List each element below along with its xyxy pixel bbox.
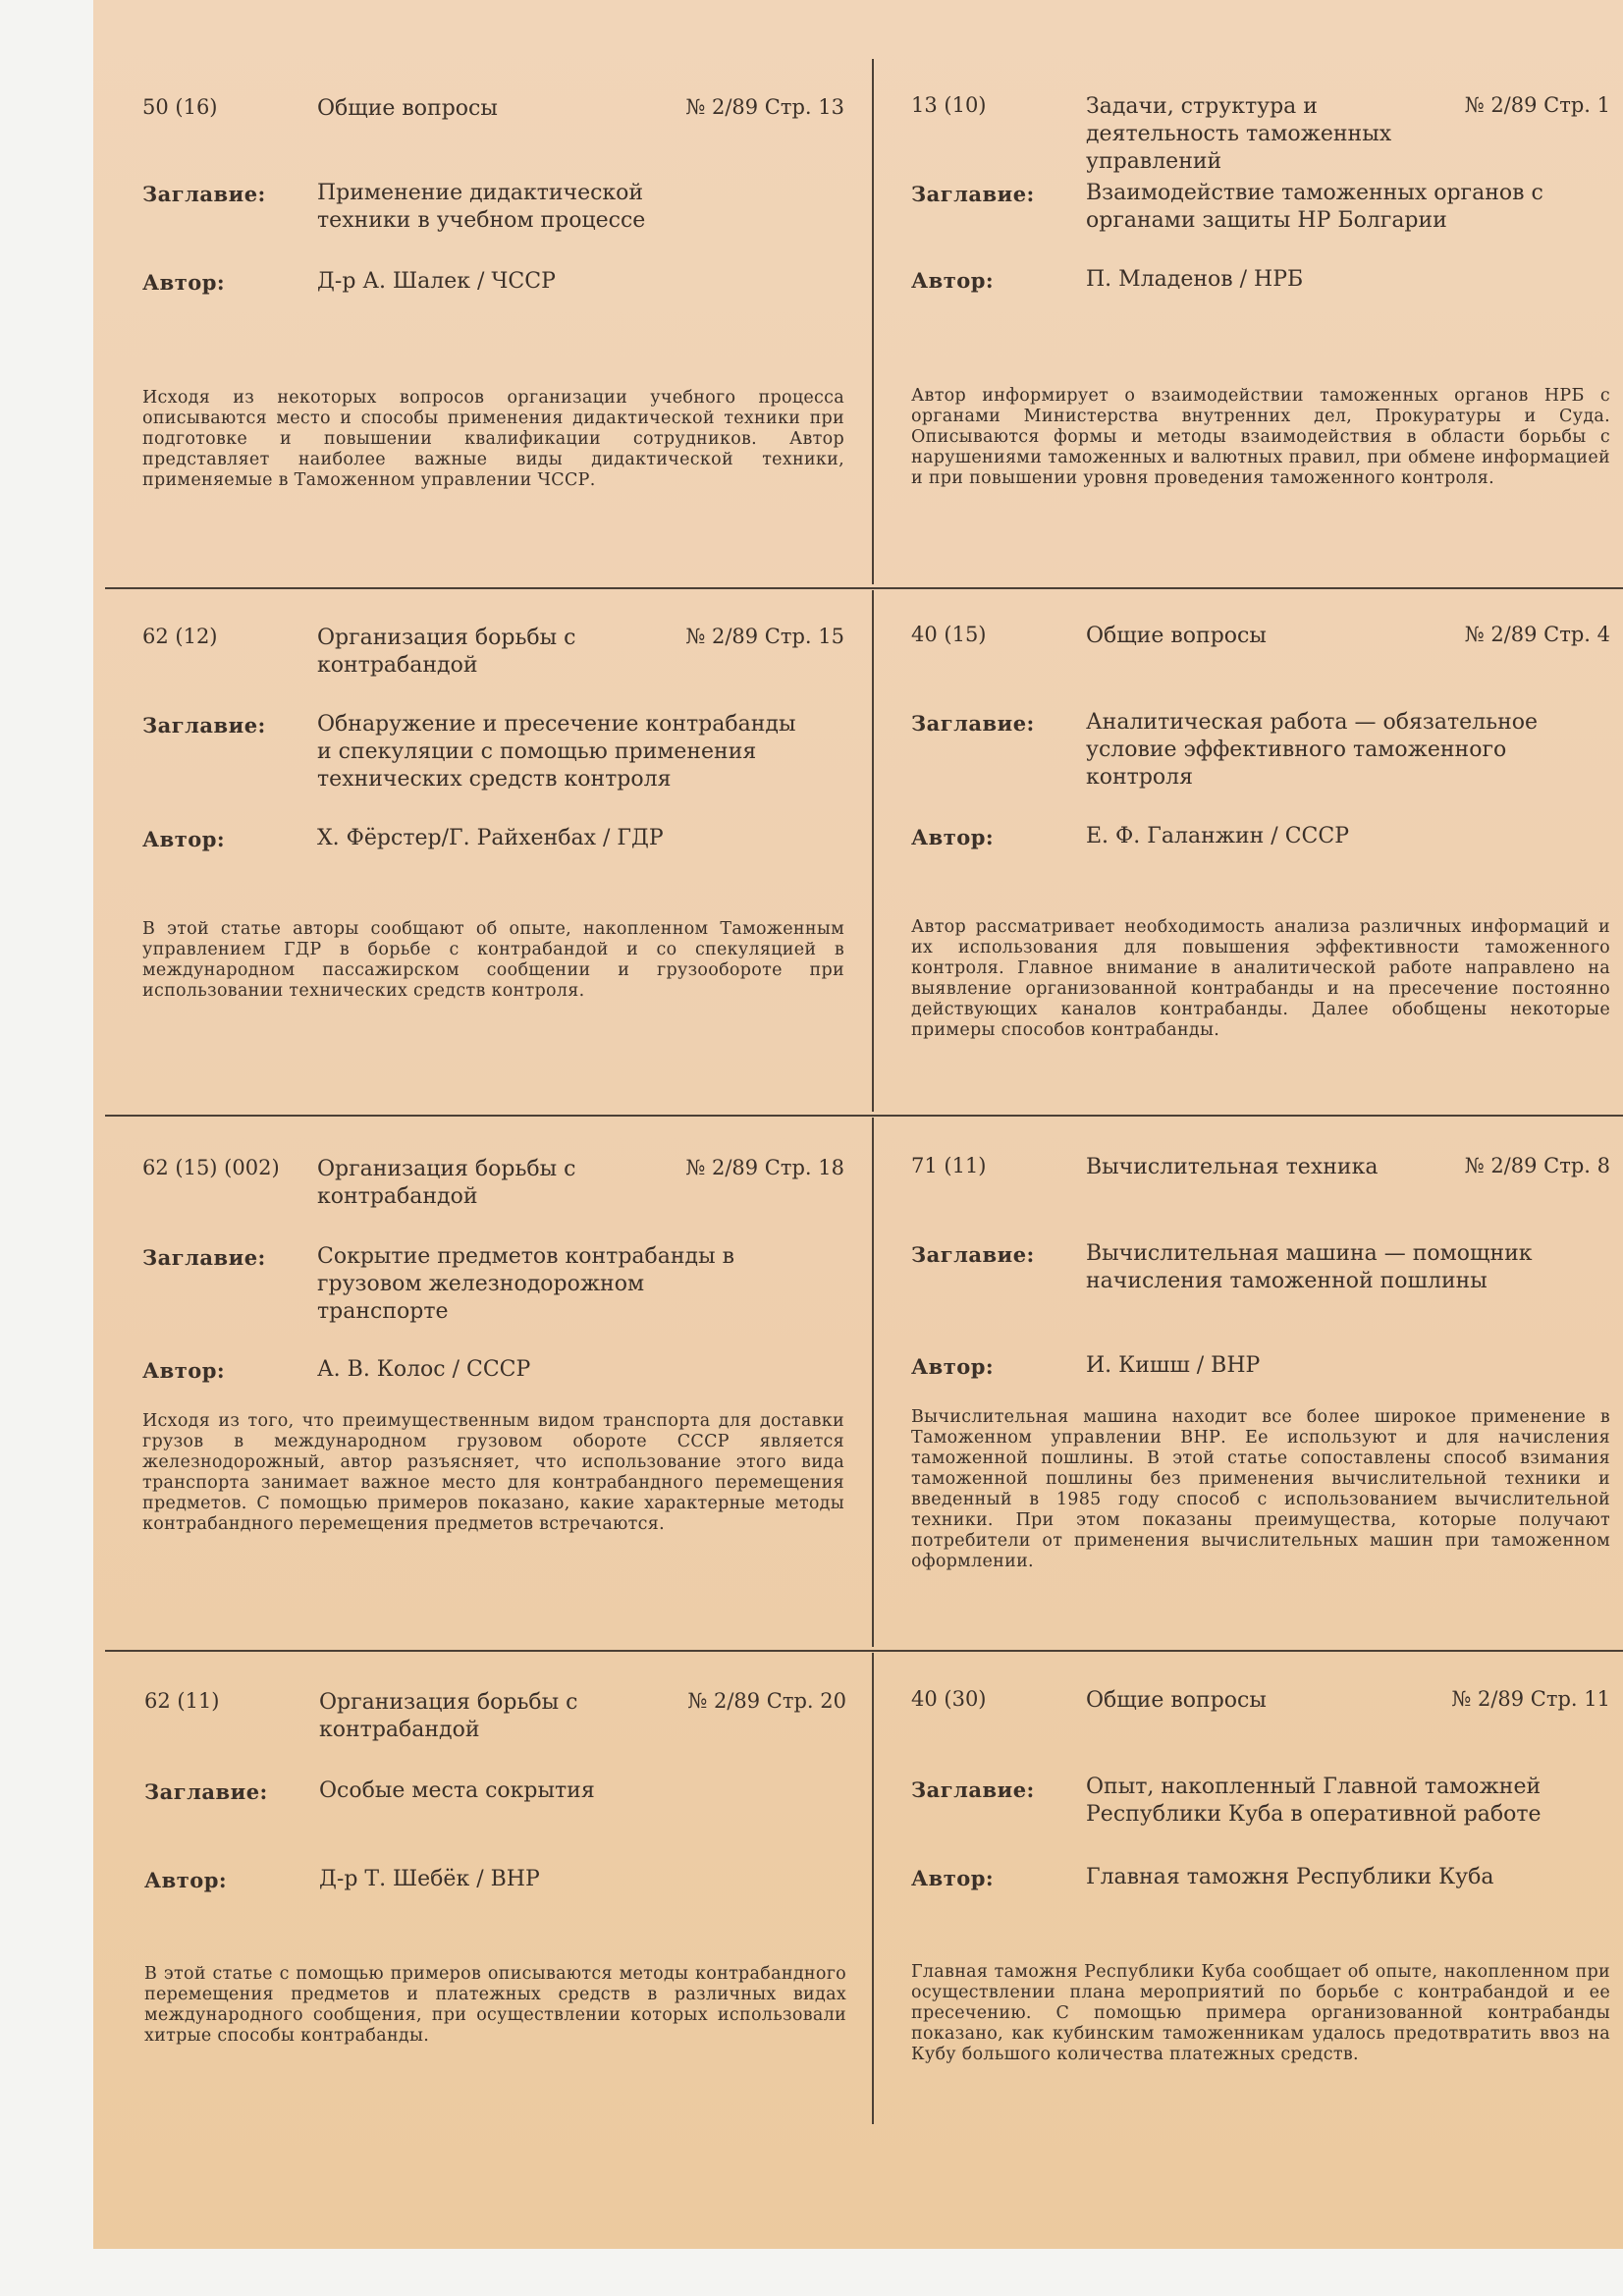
classification-code: 71 (11) [911,1154,987,1177]
column-divider [872,1118,874,1647]
article-abstract: Главная таможня Республики Куба сообщает об опыте, накопленном при осуществлении плана мероприятий по борьбе с контрабандой и ее пресечению. С помощью примера организованной контрабанды показано, как кубинским таможенникам удалось предотвратить ввоз на Кубу большого количества платежных средств. [911,1962,1610,2064]
section-name: Организация борьбы с контрабандой [317,1157,576,1209]
column-divider [872,1653,874,2124]
section-name: Общие вопросы [1086,1688,1267,1713]
section-name: Задачи, структура и деятельность таможенных управлений [1086,94,1392,174]
issue-page: № 2/89 Стр. 8 [1464,1154,1610,1177]
article-author: П. Младенов / НРБ [1086,267,1304,292]
article-author: И. Кишш / ВНР [1086,1353,1261,1378]
author-label: Автор: [144,1868,228,1892]
title-label: Заглавие: [911,711,1035,736]
title-label: Заглавие: [144,1779,268,1804]
classification-code: 13 (10) [911,93,987,117]
title-label: Заглавие: [142,1245,266,1270]
classification-code: 40 (30) [911,1687,987,1711]
article-abstract: Исходя из того, что преимущественным видом транспорта для доставки грузов в международном грузовом обороте СССР является железнодорожный, автор разъясняет, что использование этого вида транспорта занимает важное место для контрабандного перемещения предметов. С помощью примеров показано, какие характерные методы контрабандного перемещения предметов встречаются. [142,1411,844,1534]
row-divider [105,1650,1623,1652]
issue-page: № 2/89 Стр. 13 [685,95,844,119]
article-title: Взаимодействие таможенных органов с органами защиты НР Болгарии [1086,181,1543,233]
article-abstract: В этой статье с помощью примеров описываются методы контрабандного перемещения предметов и платежных средств в различных видах международного сообщения, при осуществлении которых использовали хитрые способы контрабанды. [144,1964,846,2046]
article-abstract: Автор информирует о взаимодействии таможенных органов НРБ с органами Министерства внутренних дел, Прокуратуры и Суда. Описываются формы и методы взаимодействия в области борьбы с нарушениями таможенных и валютных правил, при обмене информацией и при повышении уровня проведения таможенного контроля. [911,386,1610,488]
title-label: Заглавие: [142,713,266,738]
author-label: Автор: [911,268,995,293]
article-author: Х. Фёрстер/Г. Райхенбах / ГДР [317,826,664,850]
article-author: Е. Ф. Галанжин / СССР [1086,824,1349,848]
author-label: Автор: [142,1358,226,1383]
classification-code: 62 (12) [142,625,218,648]
title-label: Заглавие: [911,1777,1035,1802]
title-label: Заглавие: [911,1242,1035,1267]
issue-page: № 2/89 Стр. 11 [1451,1687,1610,1711]
classification-code: 62 (11) [144,1689,220,1713]
article-author: А. В. Колос / СССР [317,1357,531,1382]
section-name: Общие вопросы [317,96,498,121]
author-label: Автор: [142,270,226,295]
article-title: Вычислительная машина — помощник начисления таможенной пошлины [1086,1241,1533,1293]
issue-page: № 2/89 Стр. 18 [685,1156,844,1179]
article-title: Сокрытие предметов контрабанды в грузовом железнодорожном транспорте [317,1244,734,1324]
author-label: Автор: [911,1866,995,1890]
article-title: Обнаружение и пресечение контрабанды и спекуляции с помощью применения технических средств контроля [317,712,796,792]
catalog-page [93,0,1623,2249]
section-name: Организация борьбы с контрабандой [319,1690,578,1742]
article-author: Главная таможня Республики Куба [1086,1865,1494,1889]
row-divider [105,587,1623,589]
article-abstract: В этой статье авторы сообщают об опыте, накопленном Таможенным управлением ГДР в борьбе с контрабандой и со спекуляцией в международном пассажирском сообщении и грузообороте при использовании технических средств контроля. [142,919,844,1001]
issue-page: № 2/89 Стр. 1 [1464,93,1610,117]
section-name: Вычислительная техника [1086,1155,1379,1179]
column-divider [872,59,874,584]
article-title: Опыт, накопленный Главной таможней Республики Куба в оперативной работе [1086,1775,1542,1827]
issue-page: № 2/89 Стр. 4 [1464,623,1610,646]
author-label: Автор: [911,825,995,849]
article-title: Аналитическая работа — обязательное условие эффективного таможенного контроля [1086,710,1539,790]
article-abstract: Автор рассматривает необходимость анализа различных информаций и их использования для повышения эффективности таможенного контроля. Главное внимание в аналитической работе направлено на выявление организованной контрабанды и на пресечение постоянно действующих каналов контрабанды. Далее обобщены некоторые примеры способов контрабанды. [911,917,1610,1040]
classification-code: 40 (15) [911,623,987,646]
article-title: Особые места сокрытия [319,1778,595,1803]
row-divider [105,1115,1623,1117]
column-divider [872,590,874,1112]
section-name: Общие вопросы [1086,624,1267,648]
classification-code: 50 (16) [142,95,218,119]
article-abstract: Вычислительная машина находит все более широкое применение в Таможенном управлении ВНР. Ее используют и для начисления таможенной пошлины. В этой статье сопоставлены способ взимания таможенной пошлины без применения вычислительной техники и введенный в 1985 году способ с использованием вычислительной техники. При этом показаны преимущества, которые получают потребители от применения вычислительных машин при таможенном оформлении. [911,1407,1610,1571]
author-label: Автор: [142,827,226,851]
article-author: Д-р Т. Шебёк / ВНР [319,1867,540,1891]
article-author: Д-р А. Шалек / ЧССР [317,269,556,294]
title-label: Заглавие: [911,182,1035,206]
title-label: Заглавие: [142,182,266,206]
classification-code: 62 (15) (002) [142,1156,280,1179]
author-label: Автор: [911,1354,995,1379]
issue-page: № 2/89 Стр. 15 [685,625,844,648]
article-title: Применение дидактической техники в учебном процессе [317,181,646,233]
section-name: Организация борьбы с контрабандой [317,626,576,678]
article-abstract: Исходя из некоторых вопросов организации учебного процесса описываются место и способы применения дидактической техники при подготовке и повышении квалификации сотрудников. Автор представляет наиболее важные виды дидактической техники, применяемые в Таможенном управлении ЧССР. [142,388,844,490]
issue-page: № 2/89 Стр. 20 [687,1689,846,1713]
